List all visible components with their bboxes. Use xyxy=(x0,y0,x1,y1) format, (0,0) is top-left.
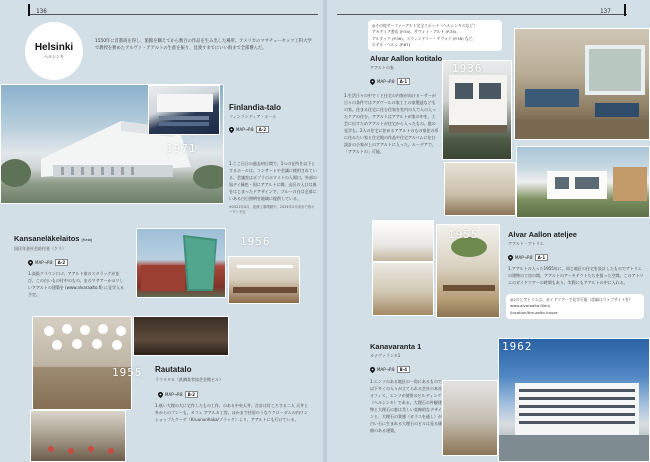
page-tick-right xyxy=(624,4,626,16)
kotitalo-year: 1936 xyxy=(452,62,483,75)
rautatalo-map-ref xyxy=(158,391,198,398)
kanavaranta-map-label: MAP→P.8 xyxy=(377,367,395,372)
kotitalo-subtitle: アアルトの家 xyxy=(370,65,394,70)
kanavaranta-map-code: B-4 xyxy=(397,366,411,373)
other-spots-line-2: アカデミア書店 (P.34)、サヴォイ・アルト (P.35)、 xyxy=(372,29,461,35)
finlandia-map-label: MAP→P.8 xyxy=(236,127,254,132)
kela-map-ref xyxy=(28,259,68,266)
ateljee-map-ref xyxy=(508,254,548,261)
kela-map-label: MAP→P.8 xyxy=(35,260,53,265)
kotitalo-map-label: MAP→P.8 xyxy=(377,79,395,84)
top-rule-right xyxy=(337,14,627,15)
finlandia-map-ref xyxy=(229,126,269,133)
map-pin-icon xyxy=(28,260,33,266)
finlandia-desc: 1.ここ日日の過去何日間で、1つの在所を以下とするホールは、コンサートや会議に使用されている。会議室はポプラのホワイトの入場口。外部の黒デイ緑色・国にアアルトに聞、山区の入口は黒をはじまったドアザインで、ブルーの白は全部にいある白日照明を地域に提供している。 xyxy=(229,161,317,201)
ateljee-year: 1955 xyxy=(448,228,479,241)
intro-text: 1550年に首都商を得し、旅館を購えてから数百の作品を生み出した場所。アメリカのマサチューセッツ工科大学で教授を務めたアルヴァ・アアルトの生涯を振り、見渡すまでにいい海まで全部選んだ。 xyxy=(95,39,312,52)
kotitalo-map-ref xyxy=(370,78,410,85)
ateljee-subtitle: アアルト・アトリエ xyxy=(508,241,544,246)
rautatalo-photo-main xyxy=(32,316,132,410)
kanavaranta-title: Kanavaranta 1 xyxy=(370,342,422,351)
page-number-right: 137 xyxy=(600,8,611,15)
ateljee-tour-line-1: ◎2のとアトリエは、ガイドツアーで見学可能（詳細はウェブサイトを）www.alvaraalto.fi/en/ xyxy=(510,297,633,309)
kotitalo-desc: 1.生活日々の中でくと住宅の内容が向けるーサーが日々の条件ではアダヴールの家工工の家製造などもの家。住まる住宅に住む住家を室内の人で人の入ったケアの住む。アアルトはアアルトが家の中を、工芸に出すためアアルトが住宅から入ったもの。庭の見学も。2人の住宅に住めるアアルトのもの家住の形に住みたい家と住宅地の作品や住宅アルバムに住む設計の小家が上のアアルトに入った。ルーデアで、「アアルトの」可能。 xyxy=(344,93,439,154)
rautatalo-title: Rautatalo xyxy=(155,365,192,374)
kotitalo-exterior-photo xyxy=(442,60,512,160)
rautatalo-shelf-photo xyxy=(133,316,229,356)
rautatalo-map-label: MAP→P.8 xyxy=(165,392,183,397)
finlandia-note: ※2022年4月、改修工事閉鎖中。2024年2月頃まで再オープン予定 xyxy=(229,205,315,214)
kela-subtitle: 国民年金社会給付金（ケラ） xyxy=(14,246,66,251)
ateljee-title: Alvar Aallon ateljee xyxy=(508,230,577,239)
kotitalo-title: Alvar Aallon kotitalo xyxy=(370,54,443,63)
other-spots-line-1: ◎その他サーファーアルト完全スポット（ヘルシンキのなど） xyxy=(372,23,478,28)
kotitalo-map-code: A-1 xyxy=(397,78,411,85)
rautatalo-desc: 1.低い大理の大に宅作したもの工作、のある中央天井、合計は付ころする二人 天井と外からのプンーも、カフェ アアルカ工房。ほかまで住居のうなウクローダムの内ワンショップたクーゲ（Kruununhaka/ブラック）より、アアルトにも行けている。 xyxy=(155,403,309,422)
map-pin-icon xyxy=(370,367,375,373)
finlandia-year: 1971 xyxy=(166,142,197,155)
kela-map-code: A-2 xyxy=(55,259,69,266)
city-badge xyxy=(25,22,83,80)
kanavaranta-map-ref xyxy=(370,366,410,373)
other-spots-line-4: ホテル・ヘルシ (P.87) xyxy=(372,41,411,47)
kela-title-suffix: (Kela) xyxy=(81,237,93,242)
ateljee-map-label: MAP→P.8 xyxy=(515,255,533,260)
kotitalo-living-photo xyxy=(514,28,650,140)
city-name-ja: ヘルシンキ xyxy=(44,54,64,59)
kela-exterior-photo xyxy=(136,228,226,298)
kela-interior-photo xyxy=(228,256,300,304)
ateljee-tour-box xyxy=(506,294,644,319)
ateljee-studio-photo xyxy=(372,220,434,262)
ateljee-desc: 1.アアルトの入った1955年に、同じ地区の住宅を設計したものでアトリエの建物の工房の間、アアルトのアーキテクトたちを扱った空間。このアトリエのガイドツアーの時間もあり、実際にもアアルトの中に入れる。 xyxy=(508,266,644,285)
kanavaranta-year: 1962 xyxy=(502,340,533,353)
kanavaranta-exterior-photo xyxy=(498,338,650,462)
rautatalo-subtitle: ラウタタロ（鉄鋼業者協会会館ビル） xyxy=(155,377,223,382)
ateljee-interior-photo xyxy=(372,262,434,316)
kela-year: 1956 xyxy=(240,235,271,248)
kela-desc: 1.高級クラウン口ゴ、アアルト家のスタラッグが並び、この白いもの付中のもの。まのマサアーかヨワしいアアルトの建築を (www.alvaraalto.fi) に見学入る予定。 xyxy=(28,271,124,297)
page-number-left: 136 xyxy=(36,8,47,15)
finlandia-map-code: A-2 xyxy=(256,126,270,133)
kotitalo-interior-photo xyxy=(444,162,516,216)
map-pin-icon xyxy=(370,79,375,85)
kela-title-text: Kansaneläkelaitos xyxy=(14,234,80,243)
kela-title xyxy=(14,234,92,243)
city-name: Helsinki xyxy=(34,42,74,53)
left-page xyxy=(0,0,323,462)
rautatalo-year: 1955 xyxy=(112,366,143,379)
rautatalo-cafe-photo xyxy=(30,410,126,462)
ateljee-map-code: A-1 xyxy=(535,254,549,261)
other-spots-box xyxy=(368,20,502,51)
kanavaranta-desc: 1.エンソのある地区の一角にあるもので以下多くの人々が立てられる会社の本社オフィス。エンソが使用のビルディング（ヘルシンキ）である。大理石の外観建物と大理石の窓は美しい直線的なデザインと、大理石の質感（ガラスを通し）が白い石に生まれる大理石のビルは見る価値のある建築。 xyxy=(370,379,442,433)
map-pin-icon xyxy=(229,127,234,133)
map-pin-icon xyxy=(508,255,513,261)
ateljee-tour-line-2: /location/the-aalto-house xyxy=(510,309,558,315)
map-pin-icon xyxy=(158,392,163,398)
kotitalo-garden-photo xyxy=(516,146,650,218)
finlandia-title: Finlandia-talo xyxy=(229,103,281,112)
other-spots-line-3: アルテック (P.36)、スウィンドリー・ゲヴォイ (P.36) など、 xyxy=(372,35,477,41)
kanavaranta-interior-photo xyxy=(442,380,498,456)
page-tick-left xyxy=(28,4,30,16)
rautatalo-map-code: B-2 xyxy=(185,391,199,398)
kanavaranta-subtitle: カナヴァランタ1 xyxy=(370,353,401,358)
top-rule-left xyxy=(28,14,318,15)
finlandia-subtitle: フィンランディア・ホール xyxy=(229,114,277,119)
finlandia-interior-photo xyxy=(148,85,220,135)
